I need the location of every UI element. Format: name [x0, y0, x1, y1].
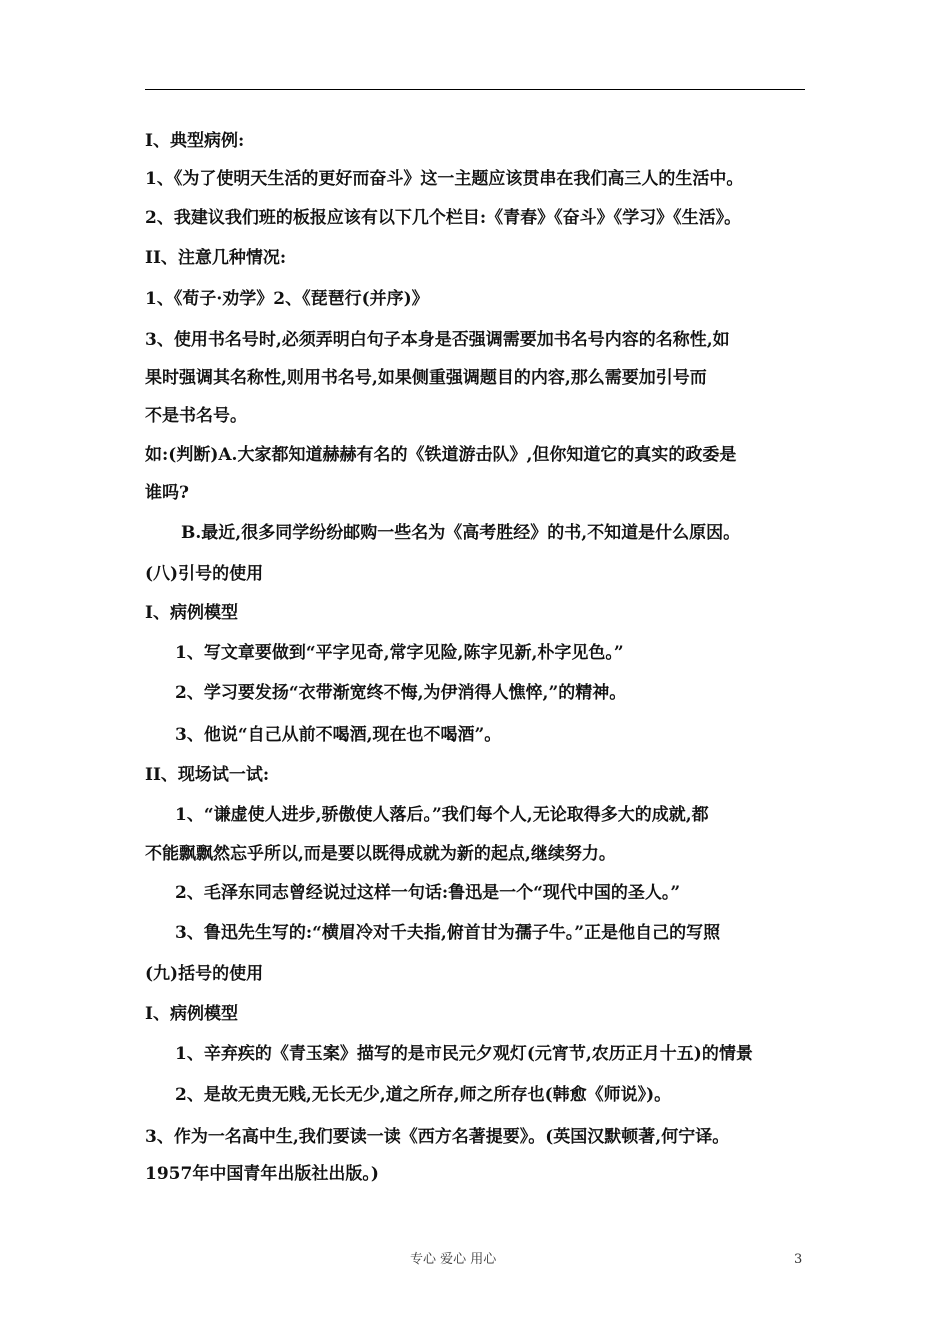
list-item: 2、毛泽东同志曾经说过这样一句话:鲁迅是一个“现代中国的圣人。”	[175, 883, 681, 903]
paragraph-line: 如:(判断)A.大家都知道赫赫有名的《铁道游击队》,但你知道它的真实的政委是	[145, 445, 737, 465]
page-footer	[0, 1250, 950, 1270]
paragraph-line: 3、使用书名号时,必须弄明白句子本身是否强调需要加书名号内容的名称性,如	[145, 330, 730, 350]
subheading-error-models: I、病例模型	[145, 603, 238, 623]
list-item: 2、是故无贵无贱,无长无少,道之所存,师之所存也(韩愈《师说》)。	[175, 1085, 672, 1105]
list-item: 1、辛弃疾的《青玉案》描写的是市民元夕观灯(元宵节,农历正月十五)的情景	[175, 1044, 753, 1064]
page-number: 3	[794, 1252, 803, 1267]
subheading-practice: II、现场试一试:	[145, 765, 270, 785]
paragraph-line: 谁吗?	[145, 483, 189, 503]
paragraph-line: 果时强调其名称性,则用书名号,如果侧重强调题目的内容,那么需要加引号而	[145, 368, 707, 388]
list-item: 1、写文章要做到“平字见奇,常字见险,陈字见新,朴字见色。”	[175, 643, 624, 663]
paragraph-line: 3、作为一名高中生,我们要读一读《西方名著提要》。(英国汉默顿著,何宁译。	[145, 1127, 730, 1147]
header-rule	[145, 89, 805, 90]
list-item: 1、“谦虚使人进步,骄傲使人落后。”我们每个人,无论取得多大的成就,都	[175, 805, 709, 825]
paragraph-line: 1、《为了使明天生活的更好而奋斗》这一主题应该贯串在我们高三人的生活中。	[145, 169, 744, 189]
paragraph-line: 不是书名号。	[145, 406, 247, 426]
section-heading-brackets: (九)括号的使用	[145, 964, 264, 984]
paragraph-line: B.最近,很多同学纷纷邮购一些名为《高考胜经》的书,不知道是什么原因。	[181, 523, 741, 543]
subheading-error-models: I、病例模型	[145, 1004, 238, 1024]
list-item: 3、鲁迅先生写的:“横眉冷对千夫指,俯首甘为孺子牛。”正是他自己的写照	[175, 923, 721, 943]
heading-notes: II、注意几种情况:	[145, 248, 287, 268]
paragraph-line: 2、我建议我们班的板报应该有以下几个栏目:《青春》《奋斗》《学习》《生活》。	[145, 208, 742, 228]
footer-motto: 专心 爱心 用心	[410, 1252, 497, 1267]
paragraph-line: 1957年中国青年出版社出版。)	[145, 1164, 379, 1184]
section-heading-quotes: (八)引号的使用	[145, 564, 264, 584]
paragraph-line: 不能飘飘然忘乎所以,而是要以既得成就为新的起点,继续努力。	[145, 844, 616, 864]
heading-typical-errors: I、典型病例:	[145, 131, 245, 151]
list-item: 2、学习要发扬“衣带渐宽终不悔,为伊消得人憔悴,”的精神。	[175, 683, 627, 703]
paragraph-line: 1、《荀子·劝学》2、《琵琶行(并序)》	[145, 289, 429, 309]
list-item: 3、他说“自己从前不喝酒,现在也不喝酒”。	[175, 725, 502, 745]
